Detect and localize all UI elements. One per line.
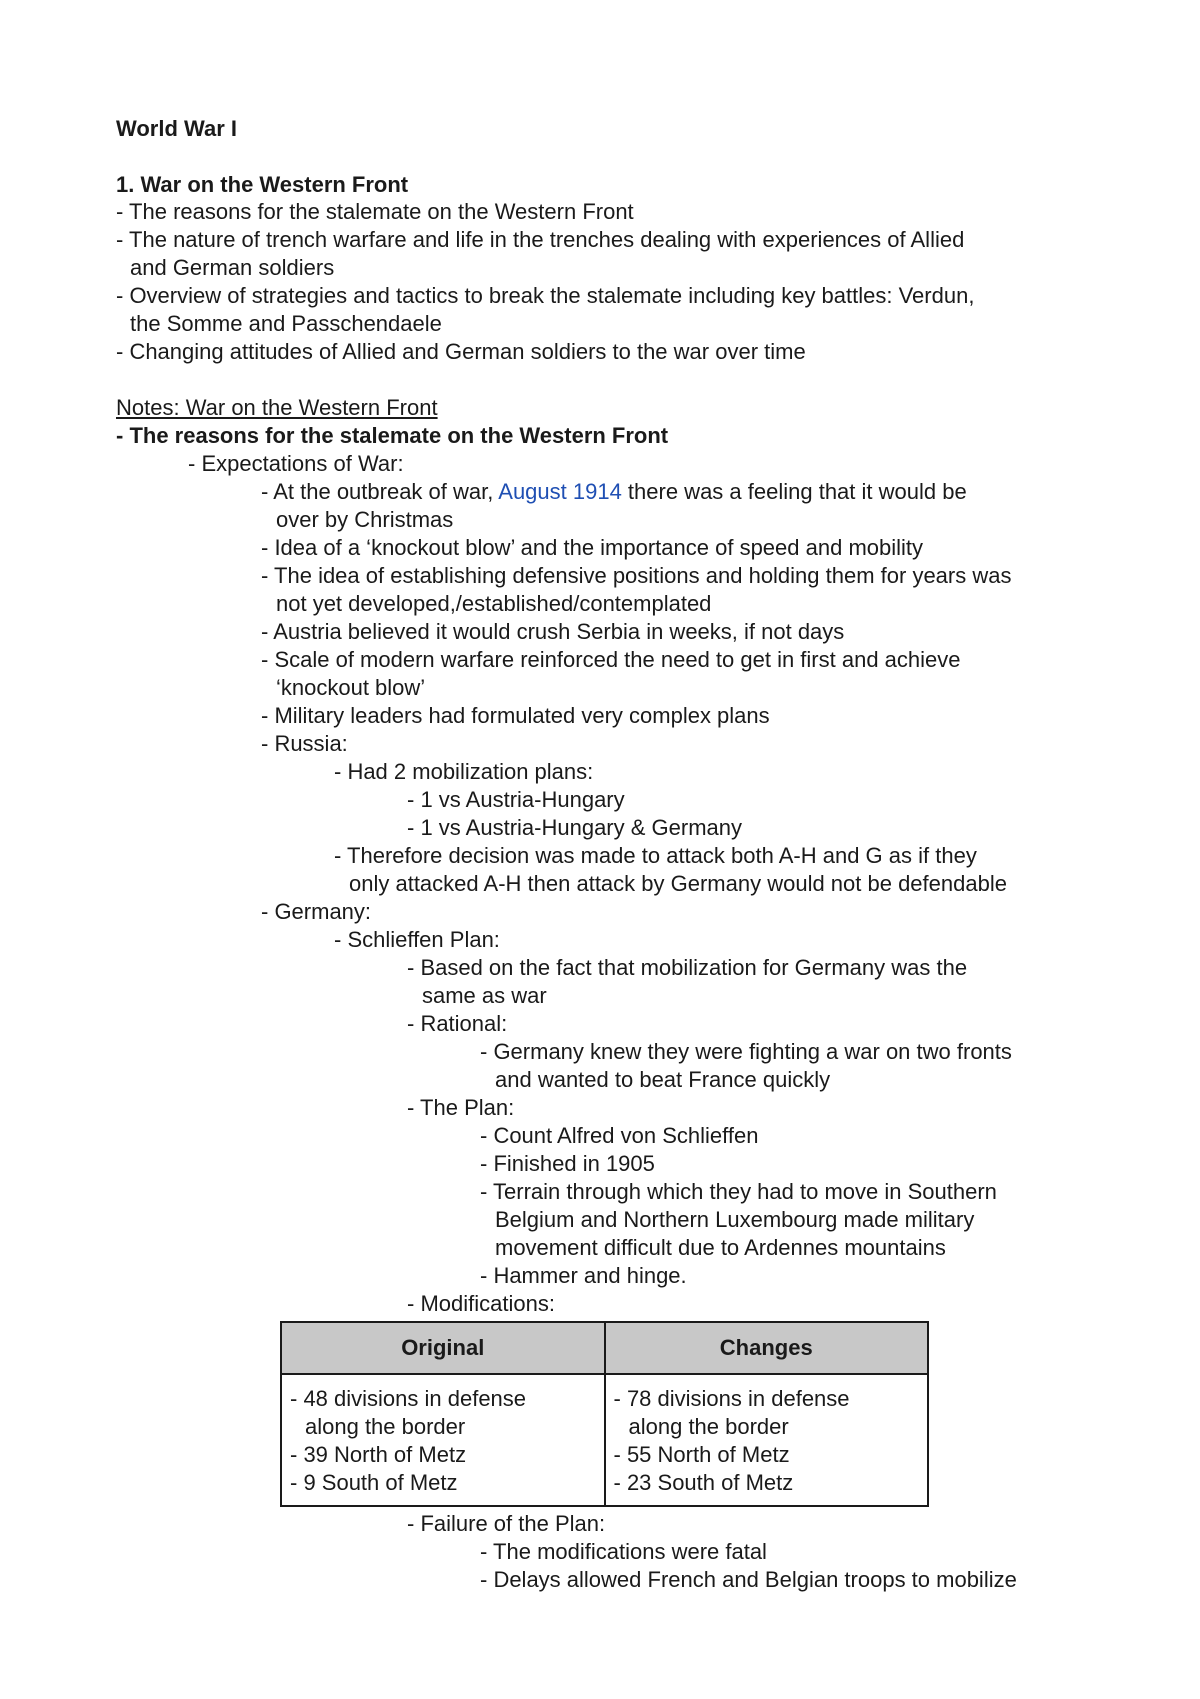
note-item: - Austria believed it would crush Serbia in weeks, if not days	[261, 619, 845, 644]
note-item: - Terrain through which they had to move in Southern	[480, 1179, 997, 1204]
highlighted-date: August 1914	[498, 479, 622, 504]
note-item: - Failure of the Plan:	[407, 1511, 606, 1536]
table-row	[281, 1374, 928, 1506]
note-item: - Expectations of War:	[188, 451, 404, 476]
note-item: - 1 vs Austria-Hungary & Germany	[407, 815, 743, 840]
syllabus-point: - The reasons for the stalemate on the Western Front	[116, 199, 634, 224]
note-item: - Scale of modern warfare reinforced the need to get in first and achieve	[261, 647, 961, 672]
note-item: - Count Alfred von Schlieffen	[480, 1123, 759, 1148]
note-item: - Germany:	[261, 899, 372, 924]
table-cell-original	[281, 1374, 605, 1506]
note-item: - Finished in 1905	[480, 1151, 655, 1176]
note-item-cont: not yet developed,/established/contemplated	[276, 591, 712, 616]
note-item: - Military leaders had formulated very complex plans	[261, 703, 770, 728]
note-item: - Hammer and hinge.	[480, 1263, 687, 1288]
note-item-cont: movement difficult due to Ardennes mountains	[495, 1235, 946, 1260]
table-header-original: Original	[281, 1322, 605, 1374]
notes-topic: - The reasons for the stalemate on the Western Front	[116, 423, 669, 448]
note-item-cont: Belgium and Northern Luxembourg made military	[495, 1207, 975, 1232]
note-item: - Based on the fact that mobilization for Germany was the	[407, 955, 968, 980]
note-item: - Delays allowed French and Belgian troops to mobilize	[480, 1567, 1017, 1592]
cell-line: - 23 South of Metz	[613, 1470, 794, 1495]
note-item-cont: same as war	[422, 983, 547, 1008]
note-item-cont: over by Christmas	[276, 507, 454, 532]
cell-line: - 55 North of Metz	[613, 1442, 790, 1467]
cell-line: along the border	[628, 1414, 789, 1439]
syllabus-point-cont: the Somme and Passchendaele	[130, 311, 442, 336]
note-item: - Schlieffen Plan:	[334, 927, 500, 952]
cell-line: - 48 divisions in defense	[290, 1386, 527, 1411]
note-item-cont: only attacked A-H then attack by Germany would not be defendable	[349, 871, 1007, 896]
note-item: - Therefore decision was made to attack both A-H and G as if they	[334, 843, 977, 868]
syllabus-point: - The nature of trench warfare and life in the trenches dealing with experiences of Allied	[116, 227, 965, 252]
table-header-changes: Changes	[605, 1322, 929, 1374]
note-item: - Had 2 mobilization plans:	[334, 759, 594, 784]
syllabus-point: - Overview of strategies and tactics to break the stalemate including key battles: Verdun,	[116, 283, 975, 308]
cell-line: - 9 South of Metz	[290, 1470, 458, 1495]
note-item-cont: and wanted to beat France quickly	[495, 1067, 831, 1092]
note-item-cont: ‘knockout blow’	[276, 675, 426, 700]
note-item: - The Plan:	[407, 1095, 515, 1120]
note-item: - Germany knew they were fighting a war on two fronts	[480, 1039, 1012, 1064]
notes-heading: Notes: War on the Western Front	[116, 395, 438, 420]
note-item: - Russia:	[261, 731, 348, 756]
note-item: - Rational:	[407, 1011, 508, 1036]
note-item: - Idea of a ‘knockout blow’ and the importance of speed and mobility	[261, 535, 924, 560]
cell-line: - 78 divisions in defense	[613, 1386, 850, 1411]
syllabus-point-cont: and German soldiers	[130, 255, 335, 280]
note-item: - Modifications:	[407, 1291, 555, 1316]
modifications-table	[280, 1321, 929, 1507]
document-title: World War I	[116, 116, 237, 141]
syllabus-point: - Changing attitudes of Allied and German soldiers to the war over time	[116, 339, 806, 364]
note-item: - The idea of establishing defensive positions and holding them for years was	[261, 563, 1012, 588]
cell-line: - 39 North of Metz	[290, 1442, 467, 1467]
section-heading: 1. War on the Western Front	[116, 172, 409, 197]
table-header-row	[281, 1322, 928, 1374]
note-item: - The modifications were fatal	[480, 1539, 767, 1564]
cell-line: along the border	[305, 1414, 466, 1439]
note-item: - At the outbreak of war, August 1914 there was a feeling that it would be	[261, 479, 967, 504]
table-cell-changes	[605, 1374, 929, 1506]
note-item: - 1 vs Austria-Hungary	[407, 787, 625, 812]
